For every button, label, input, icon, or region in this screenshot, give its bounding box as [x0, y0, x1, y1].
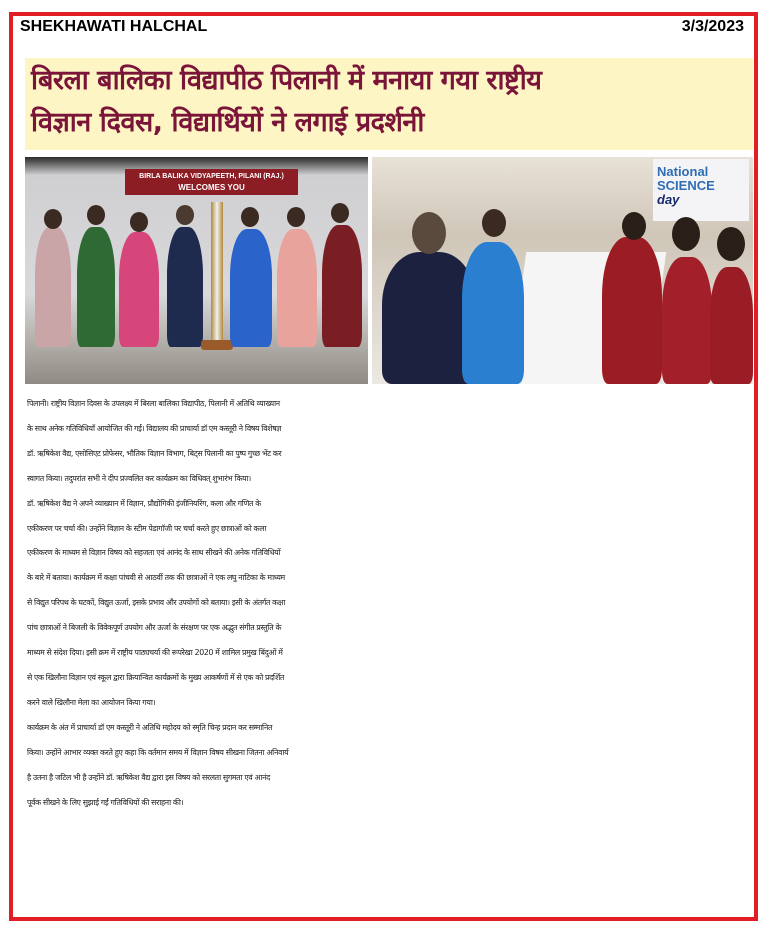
publication-date: 3/3/2023: [681, 18, 744, 35]
person-head: [672, 217, 700, 251]
body-line: एकीकरण पर चर्चा की। उन्होंने विज्ञान के स्टीम पेडागॉजी पर चर्चा करते हुए छात्राओं को कला: [27, 523, 267, 533]
person-figure: [710, 267, 753, 384]
person-head: [241, 207, 259, 227]
body-line: डॉ. ऋषिकेश वैद्य ने अपने व्याख्यान में विज्ञान, प्रौद्योगिकी इंजीनियरिंग, कला और गणित के: [27, 498, 261, 508]
body-line: माध्यम से संदेश दिया। इसी क्रम में राष्ट्रीय पाठ्यचर्या की रूपरेखा 2020 में शामिल प्रमुख बिंदुओं में: [27, 648, 283, 658]
body-line: से विद्युत परिपथ के घटकों, विद्युत ऊर्जा, इसके प्रभाव और उपयोगों को बताया। इसी के अंतर्गत कक्षा: [27, 598, 285, 608]
person-head: [287, 207, 305, 227]
board-text: day: [657, 192, 680, 207]
ceremonial-lamp: [211, 202, 223, 342]
article-body: [27, 392, 749, 815]
body-line: करने वाले खिलौना मेला का आयोजन किया गया।: [27, 697, 156, 707]
person-figure: [662, 257, 712, 384]
person-head: [412, 212, 446, 254]
person-figure: [322, 225, 362, 347]
welcome-banner: [125, 169, 298, 195]
body-line: के बारे में बताया। कार्यक्रम में कक्षा पांचवी से आठवीं तक की छात्राओं ने एक लघु नाटिका के माध्यम: [27, 573, 285, 583]
photo-lamp-lighting-ceremony: [25, 157, 368, 384]
headline-line: बिरला बालिका विद्यापीठ पिलानी में मनाया गया राष्ट्रीय: [31, 65, 542, 96]
person-head: [622, 212, 646, 240]
banner-school-name: BIRLA BALIKA VIDYAPEETH, PILANI (RAJ.): [139, 173, 284, 180]
body-line: डॉ. ऋषिकेश वैद्य, एसोसिएट प्रोफेसर, भौतिक विज्ञान विभाग, बिट्स पिलानी का पुष्प गुच्छ भेंट कर: [27, 448, 282, 458]
body-line: पांच छात्राओं ने बिजली के विवेकपूर्ण उपयोग और ऊर्जा के संरक्षण पर एक अद्भुत संगीत प्रस्तुति के: [27, 623, 282, 633]
person-head: [44, 209, 62, 229]
body-line: कार्यक्रम के अंत में प्राचार्या डॉ एम कस्तूरी ने अतिथि महोदय को स्मृति चिन्ह प्रदान कर सम्मानित: [27, 722, 273, 732]
body-line: के साथ अनेक गतिविधियाँ आयोजित की गईं। विद्यालय की प्राचार्या डॉ एम कस्तूरी ने विषय विशेषज्ञ: [27, 423, 282, 433]
newspaper-name: SHEKHAWATI HALCHAL: [20, 18, 208, 35]
body-line: पिलानी। राष्ट्रीय विज्ञान दिवस के उपलक्ष्य में बिरला बालिका विद्यापीठ, पिलानी में अतिथि व्याख्यान: [27, 399, 280, 408]
person-head: [331, 203, 349, 223]
person-head: [717, 227, 745, 261]
person-head: [87, 205, 105, 225]
masthead: [20, 14, 744, 40]
body-line: एकीकरण के माध्यम से विज्ञान विषय को सहजता एवं आनंद के साथ सीखने की अनेक गतिविधियों: [27, 548, 281, 558]
person-figure: [230, 229, 272, 347]
person-head: [130, 212, 148, 232]
person-figure: [277, 229, 317, 347]
person-figure: [35, 227, 71, 347]
body-line: किया। उन्होंने आभार व्यक्त करते हुए कहा कि वर्तमान समय में विज्ञान विषय सीखना जितना अनिवार्य: [27, 747, 289, 757]
person-head: [176, 205, 194, 225]
national-science-day-board: [653, 159, 749, 221]
person-head: [482, 209, 506, 237]
body-line: पूर्वक सीखने के लिए सुझाई गईं गतिविधियों की सराहना की।: [27, 797, 184, 807]
person-figure: [167, 227, 203, 347]
board-text: National SCIENCE: [657, 164, 715, 193]
headline-line: विज्ञान दिवस, विद्यार्थियों ने लगाई प्रदर्शनी: [31, 107, 424, 138]
banner-welcome: WELCOMES YOU: [178, 183, 245, 192]
photo-row: [25, 157, 753, 384]
person-figure: [462, 242, 524, 384]
person-figure: [77, 227, 115, 347]
lamp-base: [201, 340, 233, 350]
body-line: है उतना है जटिल भी है उन्होंने डॉ. ऋषिकेश वैद्य द्वारा इस विषय को सरलता सुगमता एवं आनंद: [27, 772, 270, 782]
body-line: स्वागत किया। तदुपरांत सभी ने दीप प्रज्वलित कर कार्यक्रम का विधिवत् शुभारंभ किया।: [27, 473, 251, 483]
body-line: से एक खिलौना विज्ञान एवं स्कूल द्वारा क्रियान्वित कार्यक्रमों के मुख्य आकर्षणों में से एक को प्रदर्शित: [27, 672, 284, 682]
person-figure: [119, 232, 159, 347]
person-figure: [602, 237, 662, 384]
photo-science-exhibition: [372, 157, 753, 384]
headline: [25, 58, 753, 150]
